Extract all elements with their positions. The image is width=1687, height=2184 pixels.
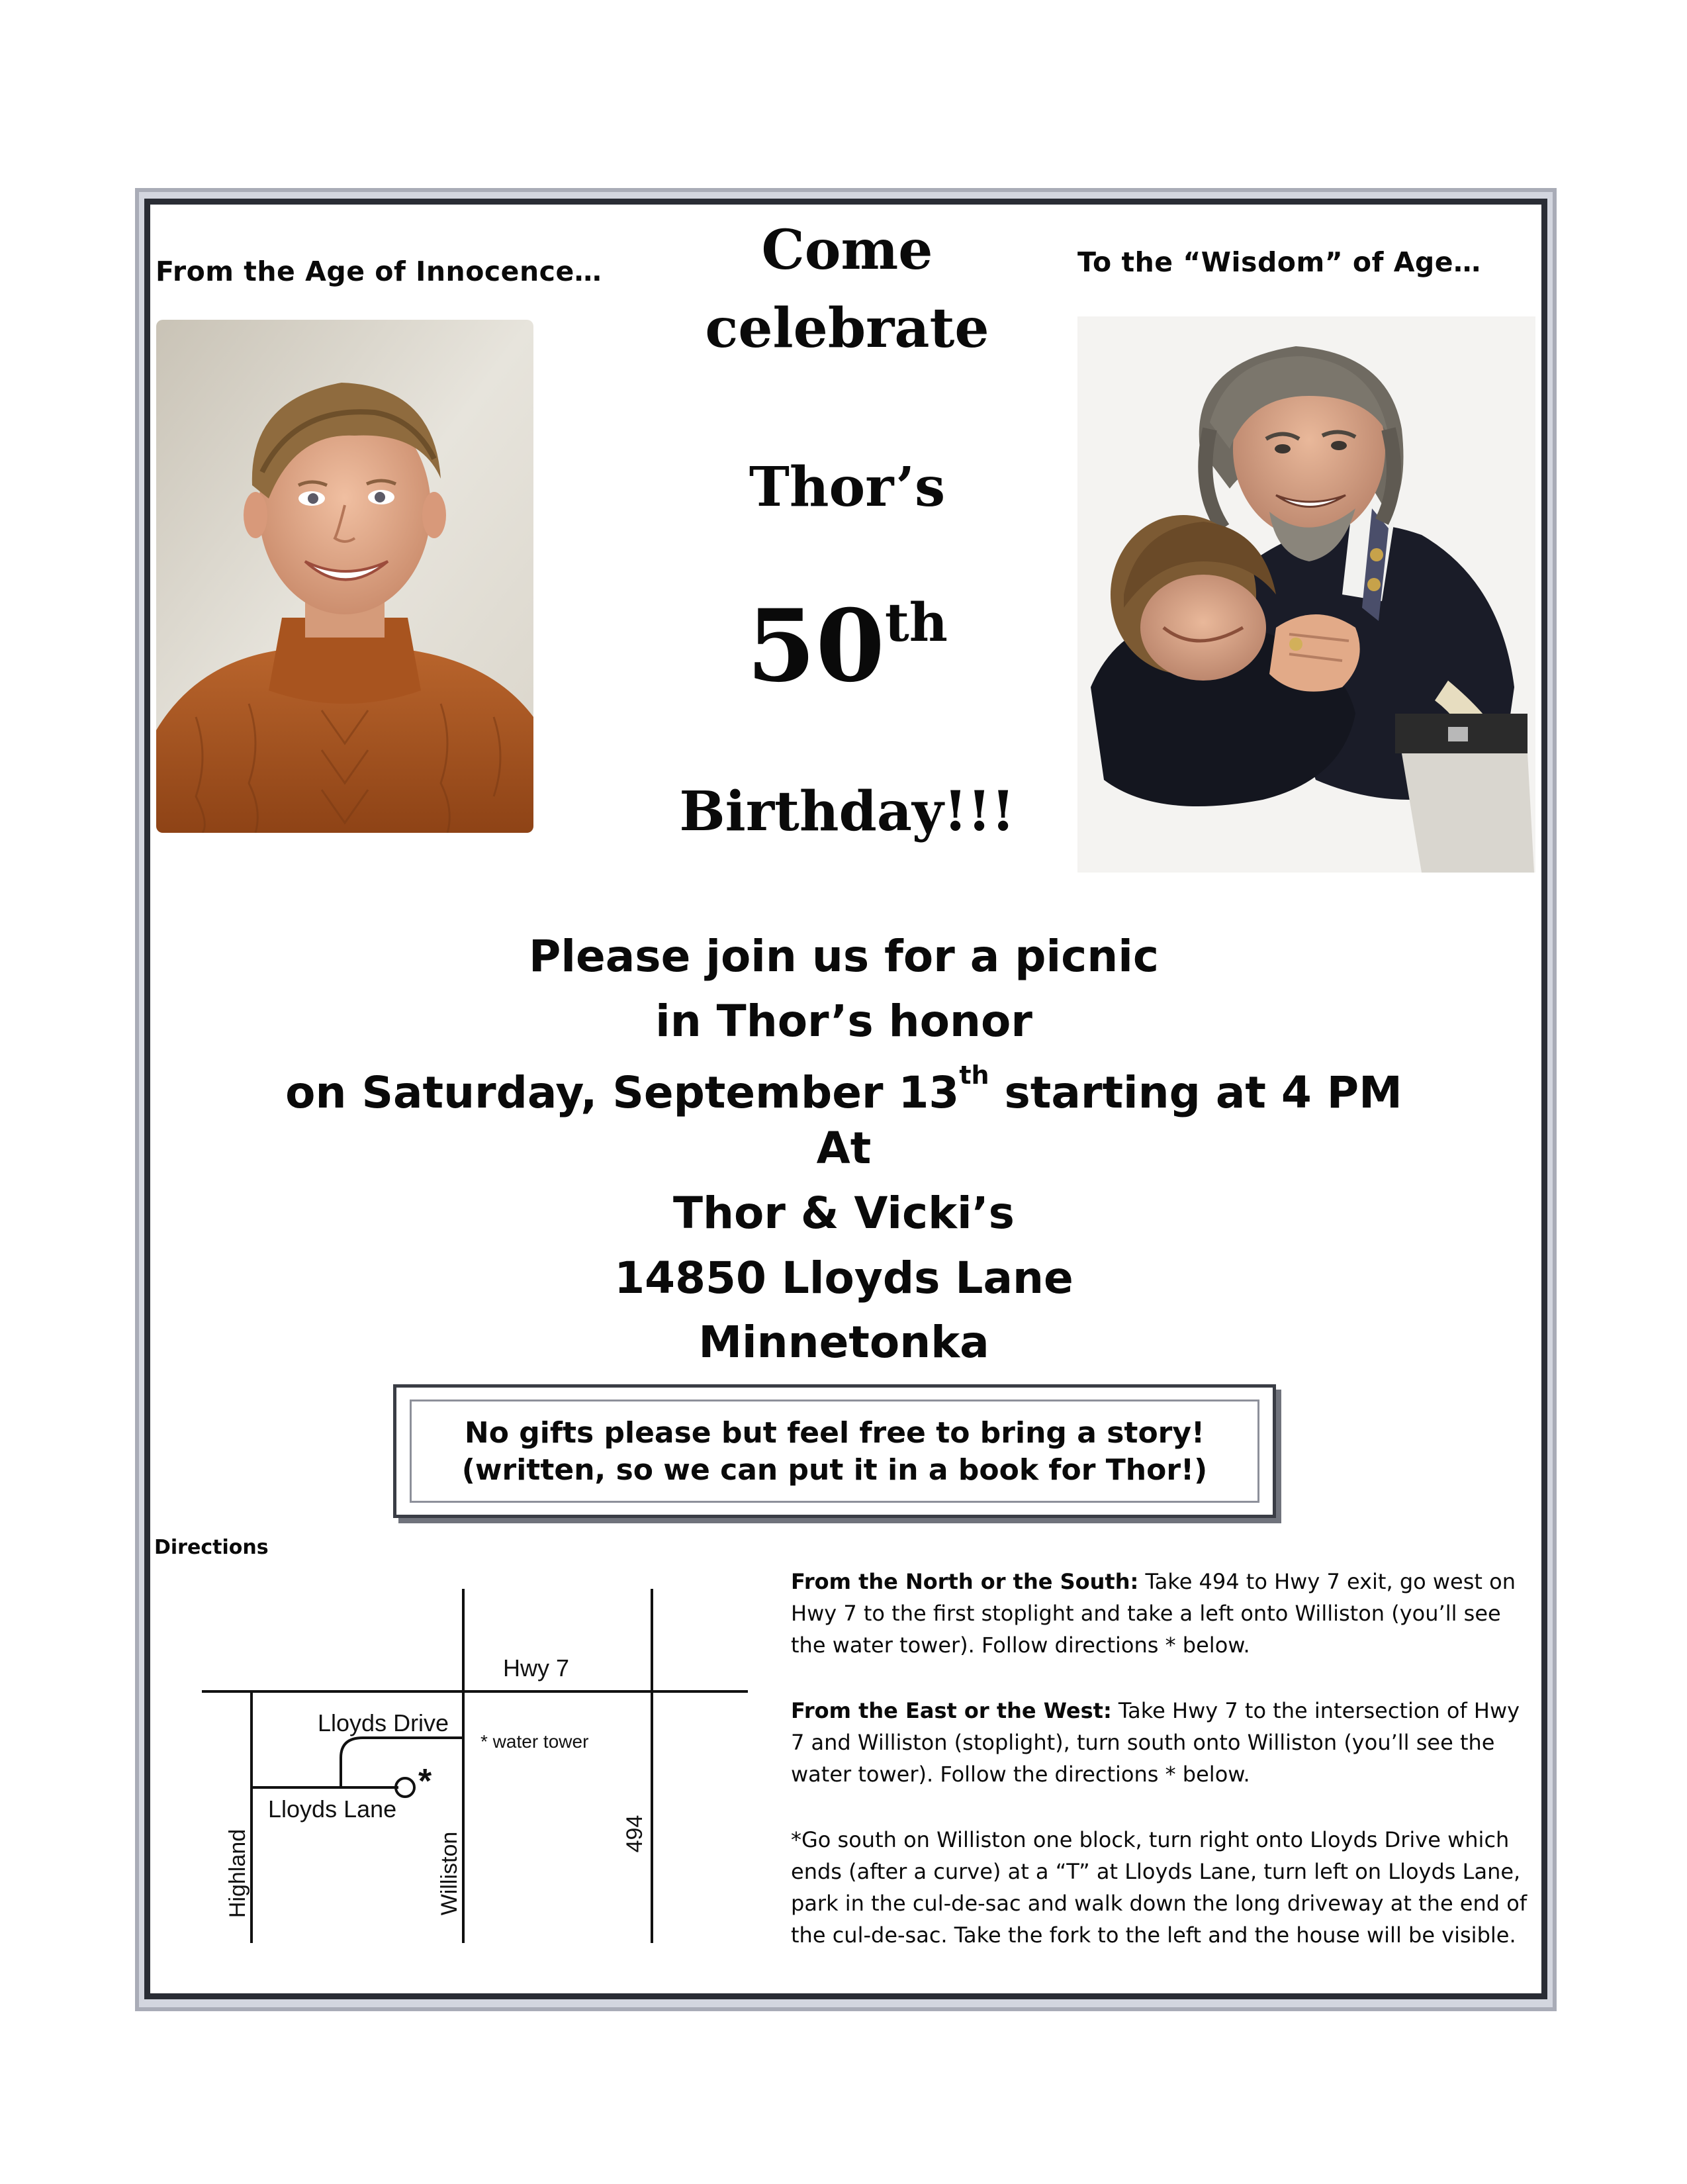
- directions-north-south-text: Take 494 to Hwy 7 exit, go west on Hwy 7 to the first stoplight and take a left onto Williston (you’ll see the water tower). Follow directions * below.: [791, 1569, 1516, 1658]
- headline-age: [549, 588, 1145, 704]
- headline-celebrate: celebrate: [705, 297, 989, 360]
- directions-east-west-text: Take Hwy 7 to the intersection of Hwy 7 and Williston (stoplight), turn south onto Williston (you’ll see the water tower). Follow the directions * below.: [791, 1698, 1520, 1787]
- gift-note-box: [393, 1384, 1276, 1518]
- directions-east-west-label: From the East or the West:: [791, 1698, 1112, 1723]
- map-cul-de-sac: [396, 1778, 414, 1797]
- map-label-williston: Williston: [437, 1831, 462, 1916]
- directions-map: [192, 1582, 761, 1953]
- invite-date-post: starting at 4 PM: [989, 1067, 1402, 1118]
- map-label-lloyds-drive: Lloyds Drive: [318, 1709, 449, 1736]
- invite-line-address: 14850 Lloyds Lane: [614, 1253, 1073, 1304]
- gift-note-line1: No gifts please but feel free to bring a story!: [464, 1416, 1205, 1450]
- headline-age-suffix: th: [884, 591, 948, 653]
- directions-final: *Go south on Williston one block, turn right onto Lloyds Drive which ends (after a curve) at a “T” at Lloyds Lane, turn left on Lloyds Lane, park in the cul-de-sac and walk down the long driveway at the end of the cul-de-sac. Take the fork to the left and the house will be visible.: [791, 1827, 1527, 1948]
- invite-line-hosts: Thor & Vicki’s: [673, 1188, 1015, 1239]
- map-label-494: 494: [622, 1815, 647, 1853]
- headline-thors: Thor’s: [749, 455, 946, 519]
- directions-north-south-label: From the North or the South:: [791, 1569, 1139, 1594]
- child-portrait-photo: [156, 320, 533, 833]
- child-portrait-image: [156, 320, 533, 833]
- invite-line-city: Minnetonka: [698, 1317, 989, 1368]
- right-caption: To the “Wisdom” of Age…: [1077, 246, 1481, 278]
- invite-line-honor: in Thor’s honor: [655, 996, 1032, 1047]
- map-label-hwy7: Hwy 7: [503, 1654, 570, 1682]
- gift-note-inner: [410, 1400, 1259, 1503]
- headline-birthday: Birthday!!!: [679, 780, 1015, 843]
- invite-line-at: At: [816, 1123, 872, 1174]
- gift-note-line2: (written, so we can put it in a book for Thor!): [461, 1453, 1208, 1487]
- headline-come: Come: [761, 218, 933, 282]
- map-label-highland: Highland: [225, 1828, 250, 1919]
- adult-hug-photo: [1077, 316, 1535, 873]
- invite-line-date: [159, 1061, 1529, 1118]
- adult-hug-image: [1077, 316, 1535, 873]
- directions-east-west: [791, 1695, 1539, 1790]
- map-label-water-tower: * water tower: [480, 1731, 589, 1752]
- invite-date-sup: th: [959, 1061, 989, 1090]
- directions-north-south: [791, 1566, 1539, 1661]
- invite-date-pre: on Saturday, September 13: [285, 1067, 960, 1118]
- invite-line-picnic: Please join us for a picnic: [529, 931, 1159, 982]
- headline-age-number: 50: [747, 588, 885, 704]
- left-caption: From the Age of Innocence…: [156, 256, 602, 287]
- directions-title: Directions: [154, 1536, 269, 1559]
- map-star-marker: *: [418, 1762, 432, 1801]
- map-label-lloyds-lane: Lloyds Lane: [268, 1795, 397, 1823]
